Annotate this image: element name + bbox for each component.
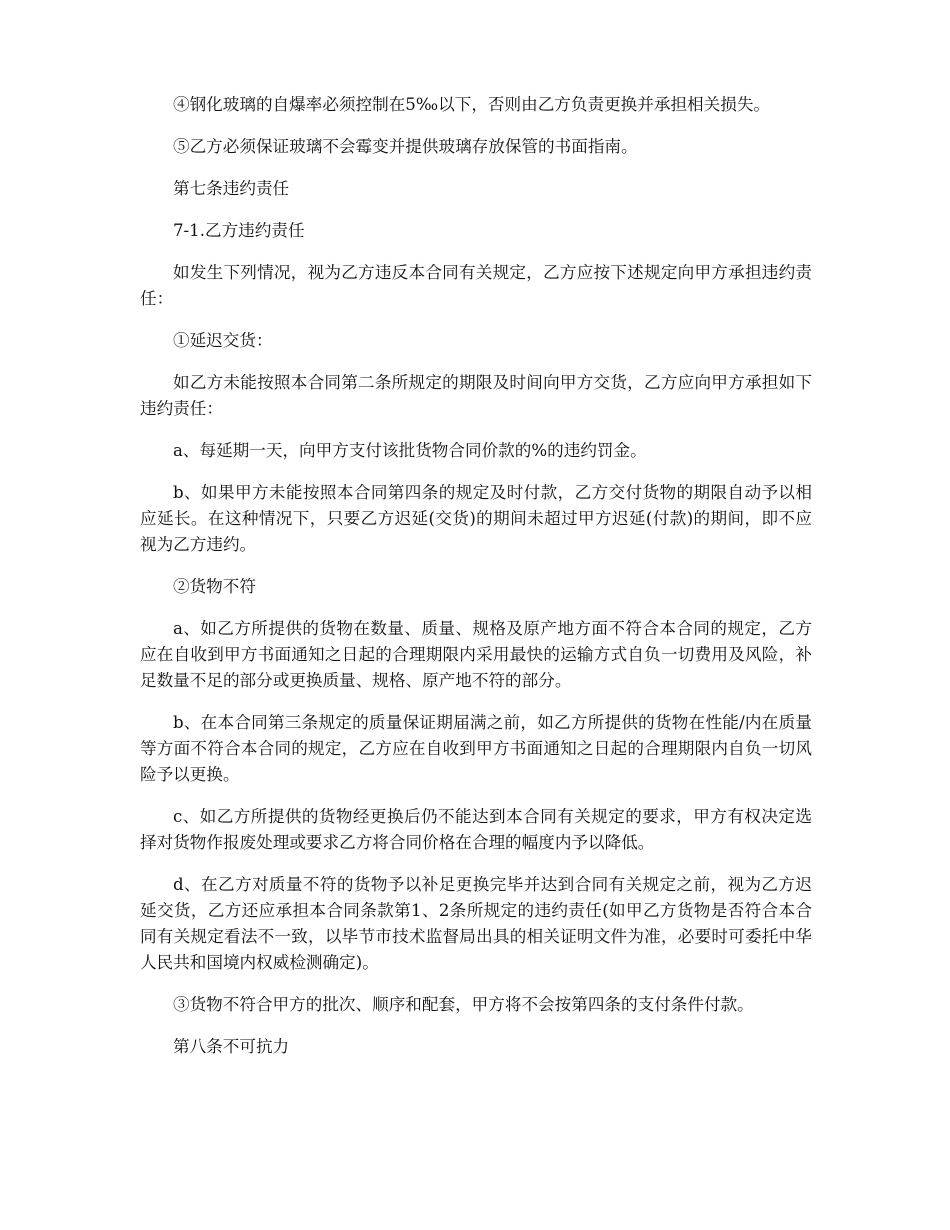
- section-heading-article-7: 第七条违约责任: [173, 179, 290, 198]
- clause-d-delay: d、在乙方对质量不符的货物予以补足更换完毕并达到合同有关规定之前，视为乙方迟延交货，乙方还应承担本合同条款第1、2条所规定的违约责任(如甲乙方货物是否符合本合同有关规定看法不一致，以毕节市技术监督局出具的相关证明文件为准，必要时可委托中华人民共和国境内权威检测确定)。: [140, 875, 812, 972]
- paragraph-breach-intro: 如发生下列情况，视为乙方违反本合同有关规定，乙方应按下述规定向甲方承担违约责任：: [140, 263, 812, 308]
- section-heading-article-8: 第八条不可抗力: [173, 1037, 290, 1056]
- clause-c-replacement: c、如乙方所提供的货物经更换后仍不能达到本合同有关规定的要求，甲方有权决定选择对货物作报废处理或要求乙方将合同价格在合理的幅度内予以降低。: [140, 807, 812, 852]
- document-body: [140, 92, 812, 1076]
- item-late-delivery: ①延迟交货：: [173, 331, 273, 350]
- subsection-heading-7-1: 7-1.乙方违约责任: [173, 221, 305, 240]
- item-nonconforming-goods: ②货物不符: [173, 577, 256, 596]
- paragraph-late-delivery: 如乙方未能按照本合同第二条所规定的期限及时间向甲方交货，乙方应向甲方承担如下违约责任：: [140, 373, 812, 418]
- paragraph-mildew: ⑤乙方必须保证玻璃不会霉变并提供玻璃存放保管的书面指南。: [173, 137, 638, 156]
- clause-b-warranty: b、在本合同第三条规定的质量保证期届满之前，如乙方所提供的货物在性能/内在质量等方面不符合本合同的规定，乙方应在自收到甲方书面通知之日起的合理期限内自负一切风险予以更换。: [140, 713, 812, 784]
- clause-a-quantity-quality: a、如乙方所提供的货物在数量、质量、规格及原产地方面不符合本合同的规定，乙方应在自收到甲方书面通知之日起的合理期限内采用最快的运输方式自负一切费用及风险，补足数量不足的部分或更换质量、规格、原产地不符的部分。: [140, 619, 812, 690]
- clause-b-extension: b、如果甲方未能按照本合同第四条的规定及时付款，乙方交付货物的期限自动予以相应延长。在这种情况下，只要乙方迟延(交货)的期间未超过甲方迟延(付款)的期间，即不应视为乙方违约。: [140, 483, 812, 554]
- item-batch-mismatch: ③货物不符合甲方的批次、顺序和配套，甲方将不会按第四条的支付条件付款。: [173, 995, 754, 1014]
- clause-a-penalty: a、每延期一天，向甲方支付该批货物合同价款的%的违约罚金。: [173, 441, 647, 460]
- paragraph-tempered-glass: ④钢化玻璃的自爆率必须控制在5‰以下，否则由乙方负责更换并承担相关损失。: [173, 95, 771, 114]
